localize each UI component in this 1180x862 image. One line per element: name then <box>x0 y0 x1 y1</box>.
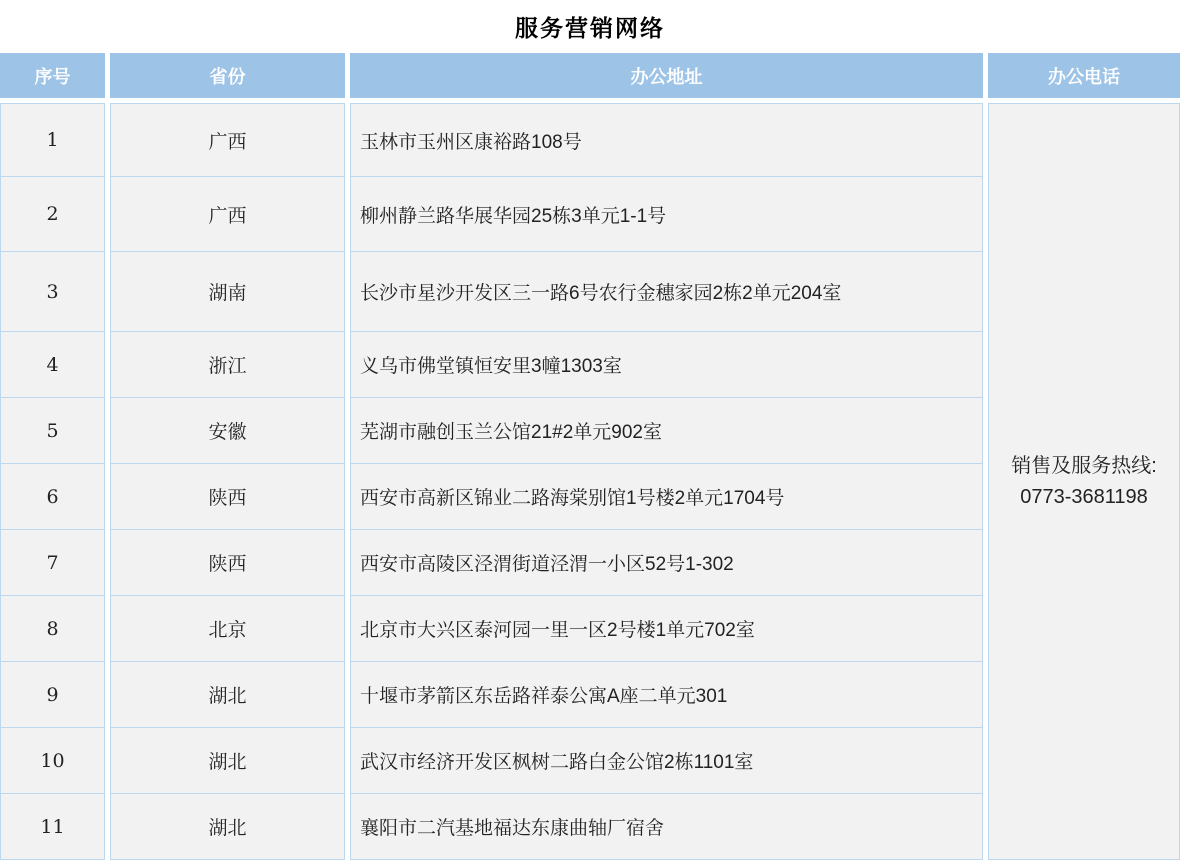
row-address: 柳州静兰路华展华园25栋3单元1-1号 <box>350 177 983 252</box>
row-no: 3 <box>0 252 105 332</box>
row-province: 湖南 <box>110 252 345 332</box>
header-cell-province: 省份 <box>110 53 345 98</box>
row-no: 9 <box>0 662 105 728</box>
row-no: 7 <box>0 530 105 596</box>
header-cell-phone: 办公电话 <box>988 53 1180 98</box>
phone-merged-cell <box>988 103 1180 860</box>
row-no: 10 <box>0 728 105 794</box>
row-no: 6 <box>0 464 105 530</box>
row-province: 湖北 <box>110 662 345 728</box>
row-address: 十堰市茅箭区东岳路祥泰公寓A座二单元301 <box>350 662 983 728</box>
hotline-label: 销售及服务热线: <box>1011 454 1157 477</box>
row-address: 芜湖市融创玉兰公馆21#2单元902室 <box>350 398 983 464</box>
row-province: 北京 <box>110 596 345 662</box>
row-address: 义乌市佛堂镇恒安里3幢1303室 <box>350 332 983 398</box>
row-province: 湖北 <box>110 728 345 794</box>
row-province: 陕西 <box>110 464 345 530</box>
row-no: 2 <box>0 177 105 252</box>
row-no: 5 <box>0 398 105 464</box>
row-province: 广西 <box>110 177 345 252</box>
row-province: 湖北 <box>110 794 345 860</box>
row-no: 1 <box>0 103 105 177</box>
header-cell-no: 序号 <box>0 53 105 98</box>
row-province: 陕西 <box>110 530 345 596</box>
row-no: 4 <box>0 332 105 398</box>
hotline-number: 0773-3681198 <box>1020 485 1148 508</box>
page-title: 服务营销网络 <box>515 15 665 42</box>
header-cell-address: 办公地址 <box>350 53 983 98</box>
table-body <box>0 103 1180 860</box>
row-address: 西安市高陵区泾渭街道泾渭一小区52号1-302 <box>350 530 983 596</box>
row-address: 北京市大兴区泰河园一里一区2号楼1单元702室 <box>350 596 983 662</box>
row-address: 西安市高新区锦业二路海棠别馆1号楼2单元1704号 <box>350 464 983 530</box>
table-header-row <box>0 53 1180 98</box>
row-address: 武汉市经济开发区枫树二路白金公馆2栋1101室 <box>350 728 983 794</box>
row-no: 8 <box>0 596 105 662</box>
row-address: 玉林市玉州区康裕路108号 <box>350 103 983 177</box>
row-address: 襄阳市二汽基地福达东康曲轴厂宿舍 <box>350 794 983 860</box>
row-province: 安徽 <box>110 398 345 464</box>
row-province: 广西 <box>110 103 345 177</box>
row-address: 长沙市星沙开发区三一路6号农行金穗家园2栋2单元204室 <box>350 252 983 332</box>
row-province: 浙江 <box>110 332 345 398</box>
row-no: 11 <box>0 794 105 860</box>
